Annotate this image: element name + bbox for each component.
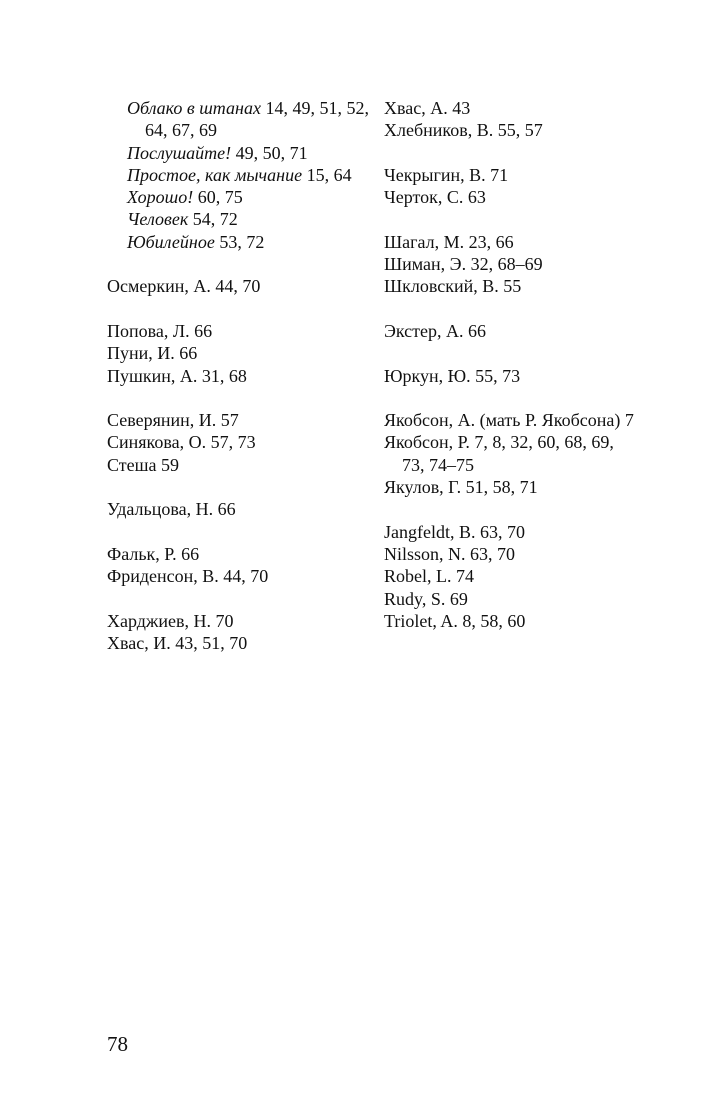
index-entry: Харджиев, Н. 70 xyxy=(107,610,234,631)
index-entry: Якобсон, А. (мать Р. Якобсона) 7 xyxy=(384,410,634,431)
page-refs: 53, 72 xyxy=(214,231,265,252)
page-refs: 15, 64 xyxy=(302,164,352,185)
page-refs: 54, 72 xyxy=(188,209,238,230)
index-subentry xyxy=(127,97,369,142)
entry-gap xyxy=(384,142,634,164)
entry-gap xyxy=(107,476,369,498)
work-title: Юбилейное xyxy=(127,231,215,252)
entry-gap xyxy=(384,298,634,320)
index-entry: Triolet, A. 8, 58, 60 xyxy=(384,610,526,631)
entry-gap xyxy=(107,387,369,409)
index-entry: Синякова, О. 57, 73 xyxy=(107,432,256,453)
index-subentry xyxy=(127,208,369,230)
entry-gap xyxy=(107,521,369,543)
work-title: Простое, как мычание xyxy=(127,164,303,185)
page-refs: 60, 75 xyxy=(193,187,243,208)
work-title: Хорошо! xyxy=(127,187,194,208)
index-entry: Фриденсон, В. 44, 70 xyxy=(107,566,269,587)
index-entry: Robel, L. 74 xyxy=(384,566,474,587)
entry-gap xyxy=(384,387,634,409)
index-entry: Nilsson, N. 63, 70 xyxy=(384,543,516,564)
work-title: Человек xyxy=(127,209,189,230)
index-column-left xyxy=(107,97,369,654)
index-subentry xyxy=(127,142,369,164)
entry-gap xyxy=(384,498,634,520)
entry-gap xyxy=(107,253,369,275)
index-entry: Чекрыгин, В. 71 xyxy=(384,164,509,185)
work-title: Облако в штанах xyxy=(127,98,261,118)
index-entry: Черток, С. 63 xyxy=(384,187,486,208)
index-entry: Пушкин, А. 31, 68 xyxy=(107,365,247,386)
index-entry: Якулов, Г. 51, 58, 71 xyxy=(384,477,538,498)
index-entry: Осмеркин, А. 44, 70 xyxy=(107,276,261,297)
page-refs: 49, 50, 71 xyxy=(231,142,308,163)
index-entry: Стеша 59 xyxy=(107,454,179,475)
index-entry: Хвас, И. 43, 51, 70 xyxy=(107,633,248,654)
index-subentry xyxy=(127,164,369,186)
page-refs: 14, 49, 51, 52, 64, 67, 69 xyxy=(145,98,369,141)
index-entry: Шиман, Э. 32, 68–69 xyxy=(384,254,543,275)
index-column-right xyxy=(384,97,634,632)
index-entry: Экстер, А. 66 xyxy=(384,320,487,341)
index-subentry xyxy=(127,231,369,253)
index-entry: Хвас, А. 43 xyxy=(384,98,471,118)
entry-gap xyxy=(384,208,634,230)
index-entry: Попова, Л. 66 xyxy=(107,320,213,341)
index-entry: Пуни, И. 66 xyxy=(107,343,198,364)
entry-gap xyxy=(107,298,369,320)
index-entry: Северянин, И. 57 xyxy=(107,410,239,431)
index-entry: Хлебников, В. 55, 57 xyxy=(384,120,543,141)
index-entry: Rudy, S. 69 xyxy=(384,588,468,609)
index-entry: Шкловский, В. 55 xyxy=(384,276,522,297)
index-entry: Фальк, Р. 66 xyxy=(107,543,200,564)
index-subentry xyxy=(127,186,369,208)
index-entry: Jangfeldt, B. 63, 70 xyxy=(384,521,525,542)
entry-gap xyxy=(107,588,369,610)
index-entry: Удальцова, Н. 66 xyxy=(107,499,236,520)
entry-gap xyxy=(384,342,634,364)
index-entry: Якобсон, Р. 7, 8, 32, 60, 68, 69, 73, 74–75 xyxy=(384,432,614,475)
index-entry: Шагал, М. 23, 66 xyxy=(384,231,514,252)
index-entry: Юркун, Ю. 55, 73 xyxy=(384,365,521,386)
work-title: Послушайте! xyxy=(127,142,232,163)
page-number: 78 xyxy=(107,1032,128,1056)
